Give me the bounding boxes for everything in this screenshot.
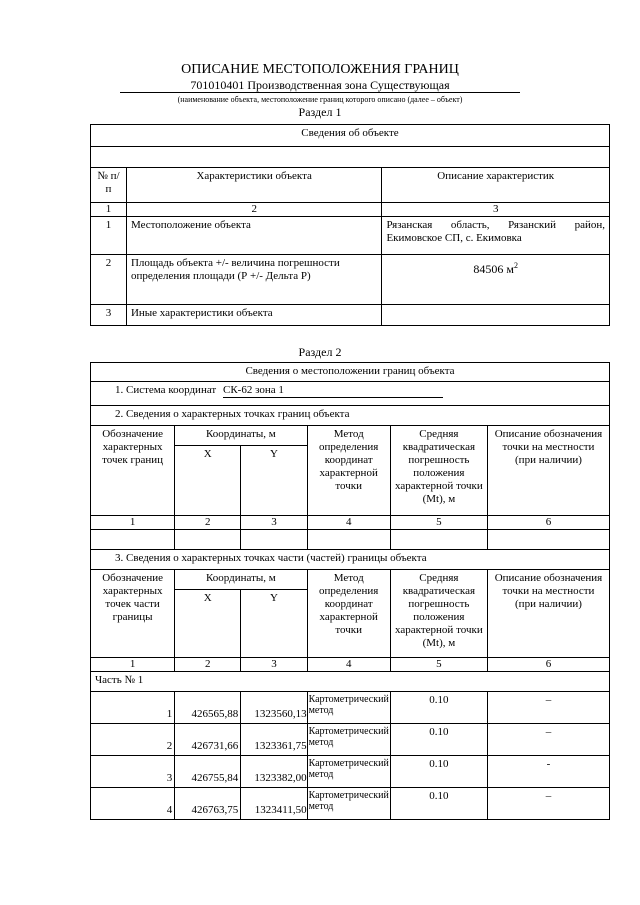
point-accuracy: 0.10 [390, 724, 487, 756]
row-char: Площадь объекта +/- величина погрешности определения площади (Р +/- Дельта Р) [126, 255, 382, 305]
boundary-table-title: Сведения о местоположении границ объекта [91, 363, 610, 382]
index-cell: 2 [175, 658, 241, 672]
index-cell: 5 [390, 516, 487, 530]
point-accuracy: 0.10 [390, 788, 487, 820]
table-row [91, 692, 610, 724]
row-number: 2 [91, 255, 127, 305]
point-number: 2 [91, 724, 175, 756]
table-row [91, 724, 610, 756]
index-cell: 2 [175, 516, 241, 530]
point-description: – [487, 692, 609, 724]
index-cell: 3 [241, 516, 307, 530]
point-method: Картометрический метод [307, 692, 390, 724]
point-x: 426565,88 [175, 692, 241, 724]
index-cell: 2 [126, 203, 382, 217]
point-number: 4 [91, 788, 175, 820]
row-desc: Рязанская область, Рязанский район, Екимовское СП, с. Екимовка [382, 217, 610, 255]
point-number: 1 [91, 692, 175, 724]
object-info-title: Сведения об объекте [91, 125, 610, 147]
row-char: Иные характеристики объекта [126, 305, 382, 326]
point-method: Картометрический метод [307, 756, 390, 788]
table-row [91, 305, 610, 326]
table-row [91, 217, 610, 255]
points-section-title: 2. Сведения о характерных точках границ объекта [91, 406, 610, 426]
index-cell: 3 [382, 203, 610, 217]
col-char-header: Характеристики объекта [126, 168, 382, 203]
point-x: 426755,84 [175, 756, 241, 788]
object-info-table [90, 124, 610, 326]
point-description: - [487, 756, 609, 788]
point-description: – [487, 724, 609, 756]
col-description-header: Описание обозначения точки на местности (при наличии) [487, 570, 609, 658]
point-x: 426763,75 [175, 788, 241, 820]
point-x: 426731,66 [175, 724, 241, 756]
index-cell: 4 [307, 658, 390, 672]
row-number: 3 [91, 305, 127, 326]
table-row [91, 255, 610, 305]
col-method-header: Метод определения координат характерной точки [307, 426, 390, 516]
table-row [91, 788, 610, 820]
col-x-header: X [175, 590, 241, 658]
col-num-header: № п/п [91, 168, 127, 203]
area-unit-sup: 2 [514, 261, 519, 270]
col-coords-header: Координаты, м [175, 426, 307, 446]
object-caption: (наименование объекта, местоположение границ которого описано (далее – объект) [177, 95, 463, 104]
col-description-header: Описание обозначения точки на местности (при наличии) [487, 426, 609, 516]
coord-system-label: 1. Система координат [115, 384, 217, 396]
parts-section-title: 3. Сведения о характерных точках части (частей) границы объекта [91, 550, 610, 570]
col-designation-part-header: Обозначение характерных точек части границы [91, 570, 175, 658]
coord-system-value: СК-62 зона 1 [223, 384, 443, 398]
point-accuracy: 0.10 [390, 692, 487, 724]
area-value: 84506 м [473, 262, 515, 276]
row-char: Местоположение объекта [126, 217, 382, 255]
boundary-table [90, 362, 610, 820]
col-method-header: Метод определения координат характерной точки [307, 570, 390, 658]
section2-label: Раздел 2 [298, 345, 342, 359]
point-method: Картометрический метод [307, 788, 390, 820]
point-y: 1323382,00 [241, 756, 307, 788]
empty-row [91, 530, 610, 550]
index-cell: 6 [487, 658, 609, 672]
row-desc [382, 305, 610, 326]
part-label: Часть № 1 [91, 672, 610, 692]
index-cell: 1 [91, 658, 175, 672]
point-accuracy: 0.10 [390, 756, 487, 788]
table-row [91, 756, 610, 788]
point-y: 1323361,75 [241, 724, 307, 756]
col-y-header: Y [241, 590, 307, 658]
col-y-header: Y [241, 446, 307, 516]
index-cell: 1 [91, 516, 175, 530]
index-cell: 6 [487, 516, 609, 530]
point-description: – [487, 788, 609, 820]
row-desc [382, 255, 610, 305]
index-cell: 1 [91, 203, 127, 217]
col-designation-header: Обозначение характерных точек границ [91, 426, 175, 516]
index-cell: 3 [241, 658, 307, 672]
point-method: Картометрический метод [307, 724, 390, 756]
point-y: 1323560,13 [241, 692, 307, 724]
document-title: ОПИСАНИЕ МЕСТОПОЛОЖЕНИЯ ГРАНИЦ [181, 62, 459, 77]
row-number: 1 [91, 217, 127, 255]
col-desc-header: Описание характеристик [382, 168, 610, 203]
col-x-header: X [175, 446, 241, 516]
index-cell: 4 [307, 516, 390, 530]
point-number: 3 [91, 756, 175, 788]
col-coords-header: Координаты, м [175, 570, 307, 590]
object-name: 701010401 Производственная зона Существующая [120, 78, 520, 93]
section1-label: Раздел 1 [298, 105, 342, 119]
index-cell: 5 [390, 658, 487, 672]
col-accuracy-header: Средняя квадратическая погрешность положения характерной точки (Mt), м [390, 426, 487, 516]
point-y: 1323411,50 [241, 788, 307, 820]
col-accuracy-header: Средняя квадратическая погрешность положения характерной точки (Mt), м [390, 570, 487, 658]
